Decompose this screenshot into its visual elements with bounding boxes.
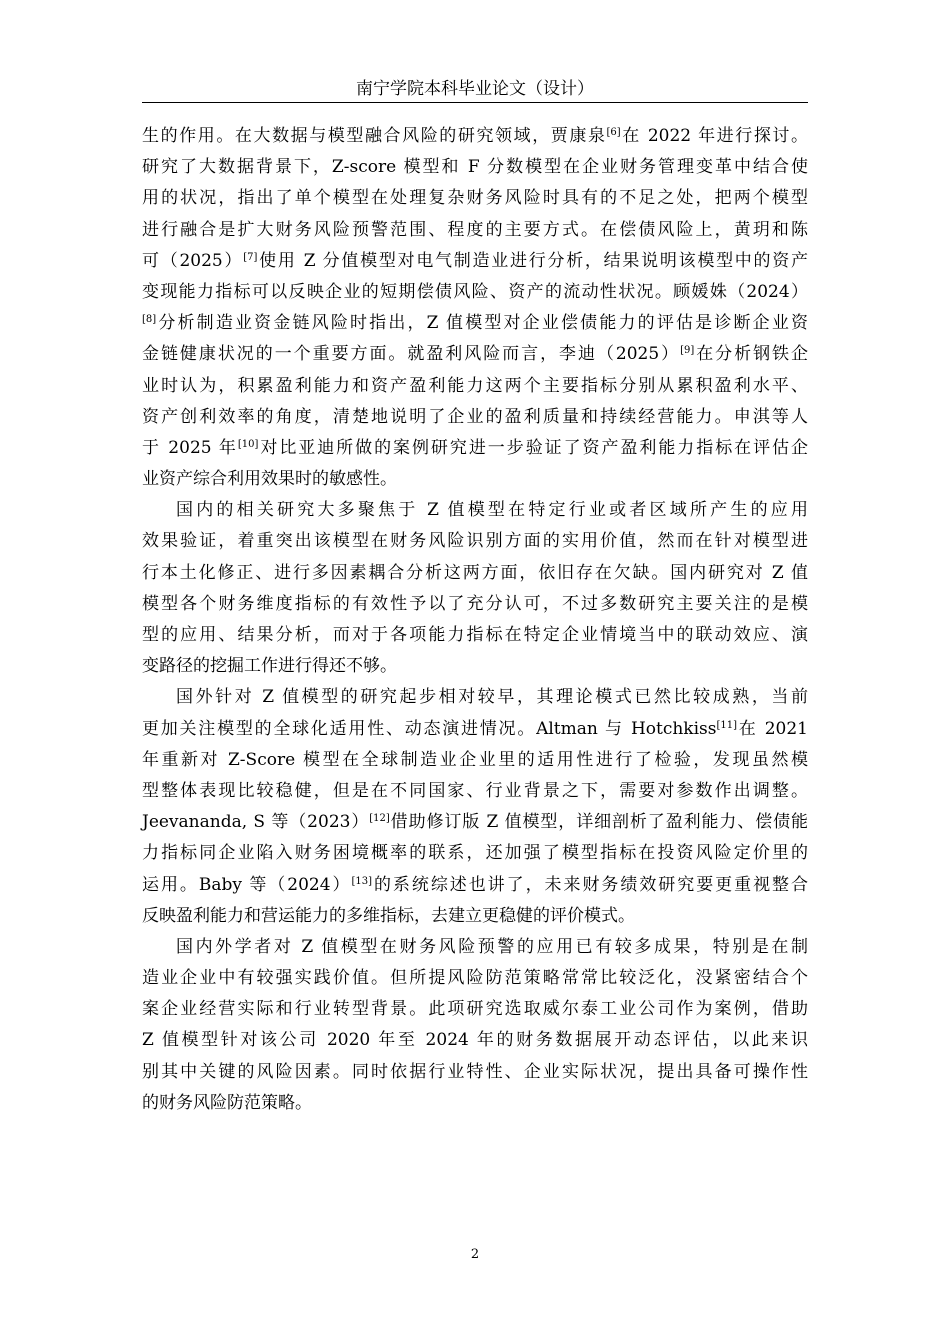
text-line [142,277,808,308]
text-run: 资产创利效率的角度，清楚地说明了企业的盈利质量和持续经营能力。申淇等人 [142,406,808,427]
text-run: 行本土化修正、进行多因素耦合分析这两方面，依旧存在欠缺。国内研究对 Z 值 [142,562,808,583]
text-line [142,152,808,183]
text-run: 对比亚迪所做的案例研究进一步验证了资产盈利能力指标在评估企 [258,437,809,458]
page-number: 2 [470,1247,480,1262]
text-run: 于 2025 年 [142,437,238,458]
header-rule [142,102,808,103]
text-line [142,246,808,277]
text-run: 在 2022 年进行探讨。 [620,126,809,146]
text-line [142,714,808,745]
citation-marker: [9] [680,345,695,357]
text-line [142,870,808,901]
text-line [142,558,808,589]
text-run: 研究了大数据背景下，Z-score 模型和 F 分数模型在企业财务管理变革中结合使 [142,157,808,178]
text-line [142,183,808,214]
text-run: 国外针对 Z 值模型的研究起步相对较早，其理论模式已然比较成熟，当前 [176,687,808,708]
text-line [142,745,808,776]
text-run: 力指标同企业陷入财务困境概率的联系，还加强了模型指标在投资风险定价里的 [142,843,808,864]
citation-marker: [8] [142,314,157,326]
text-line [142,121,808,152]
text-line [142,1025,808,1056]
text-run: 进行融合是扩大财务风险预警范围、程度的主要方式。在偿债风险上，黄玥和陈 [142,219,808,240]
text-line [142,994,808,1025]
text-run: 借助修订版 Z 值模型，详细剖析了盈利能力、偿债能 [389,812,808,833]
text-line [142,308,808,339]
text-run: 模型各个财务维度指标的有效性予以了充分认可，不过多数研究主要关注的是模 [142,593,808,614]
text-line [142,526,808,557]
text-run: 在分析钢铁企 [694,344,809,365]
text-run: 年重新对 Z-Score 模型在全球制造业企业里的适用性进行了检验，发现虽然模 [142,749,808,770]
citation-marker: [11] [716,719,738,731]
citation-marker: [12] [369,813,390,825]
text-line [142,932,808,963]
text-run: Jeevananda, S 等（2023） [142,812,370,833]
text-line [142,620,808,651]
text-line [142,339,808,370]
thesis-body [142,121,808,1119]
text-line [142,838,808,869]
text-run: 用的状况，指出了单个模型在处理复杂财务风险时具有的不足之处，把两个模型 [142,188,808,209]
text-run: 可（2025） [142,250,244,271]
paragraph [142,932,808,1119]
text-line [142,495,808,526]
text-run: 更加关注模型的全球化适用性、动态演进情况。Altman 与 Hotchkiss [142,718,717,739]
text-run: 生的作用。在大数据与模型融合风险的研究领域，贾康泉 [142,126,607,146]
text-line [142,901,808,932]
text-line [142,433,808,464]
text-run: 效果验证，着重突出该模型在财务风险识别方面的实用价值，然而在针对模型进 [142,531,808,552]
text-line [142,402,808,433]
text-run: 的系统综述也讲了，未来财务绩效研究要更重视整合 [371,874,808,895]
text-run: 变现能力指标可以反映企业的短期偿债风险、资产的流动性状况。顾媛姝（2024） [142,281,808,302]
text-run: 运用。Baby 等（2024） [142,874,352,895]
text-line [142,589,808,620]
text-run: 别其中关键的风险因素。同时依据行业特性、企业实际状况，提出具备可操作性 [142,1061,808,1082]
text-run: 变路径的挖掘工作进行得还不够。 [142,656,397,677]
text-run: 金链健康状况的一个重要方面。就盈利风险而言，李迪（2025） [142,344,681,365]
text-line [142,215,808,246]
paragraph [142,495,808,682]
text-line [142,963,808,994]
citation-marker: [6] [606,127,621,138]
text-run: 在 2021 [737,718,808,739]
text-run: 业时认为，积累盈利能力和资产盈利能力这两个主要指标分别从累积盈利水平、 [142,375,808,396]
text-run: 案企业经营实际和行业转型背景。此项研究选取威尔泰工业公司作为案例，借助 [142,999,808,1020]
citation-marker: [7] [243,251,258,263]
text-run: Z 值模型针对该公司 2020 年至 2024 年的财务数据展开动态评估，以此来识 [142,1030,808,1051]
text-line [142,1057,808,1088]
paragraph [142,682,808,932]
text-line [142,651,808,682]
text-run: 造业企业中有较强实践价值。但所提风险防范策略常常比较泛化，没紧密结合个 [142,968,808,989]
text-line [142,682,808,713]
text-run: 的财务风险防范策略。 [142,1092,312,1113]
citation-marker: [13] [351,875,372,887]
text-line [142,371,808,402]
text-line [142,807,808,838]
text-run: 型的应用、结果分析，而对于各项能力指标在特定企业情境当中的联动效应、演 [142,625,808,645]
text-line [142,1088,808,1119]
text-line [142,464,808,495]
text-line [142,776,808,807]
text-run: 国内外学者对 Z 值模型在财务风险预警的应用已有较多成果，特别是在制 [176,936,808,957]
text-run: 业资产综合利用效果时的敏感性。 [142,469,397,490]
citation-marker: [10] [237,438,259,450]
paragraph [142,121,808,495]
text-run: 国内的相关研究大多聚焦于 Z 值模型在特定行业或者区域所产生的应用 [176,500,808,521]
running-header: 南宁学院本科毕业论文（设计） [356,79,594,99]
text-run: 反映盈利能力和营运能力的多维指标，去建立更稳健的评价模式。 [142,905,635,926]
text-run: 分析制造业资金链风险时指出，Z 值模型对企业偿债能力的评估是诊断企业资 [156,313,808,334]
text-run: 使用 Z 分值模型对电气制造业进行分析，结果说明该模型中的资产 [257,250,808,271]
text-run: 型整体表现比较稳健，但是在不同国家、行业背景之下，需要对参数作出调整。 [142,780,808,801]
